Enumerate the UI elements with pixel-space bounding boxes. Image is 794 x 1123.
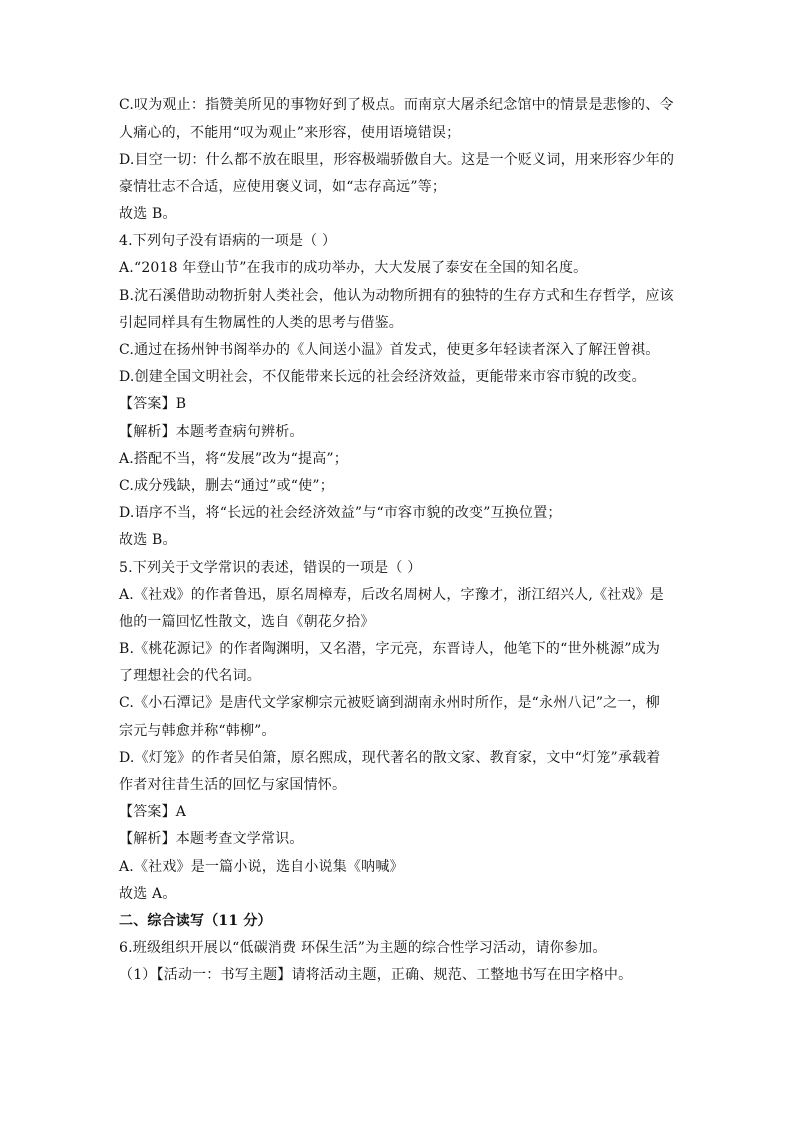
analysis-label: 【解析】本题考查病句辨析。 (119, 424, 304, 440)
analysis-label: 【解析】本题考查文学常识。 (119, 831, 304, 847)
text-line: 豪情壮志不合适，应使用褒义词，如“志存高远”等； (119, 179, 447, 195)
text-line: 人痛心的，不能用“叹为观止”来形容，使用语境错误； (119, 125, 461, 141)
answer-label: 【答案】A (119, 804, 187, 820)
option-b: B.《桃花源记》的作者陶渊明，又名潜，字元亮，东晋诗人，他笔下的“世外桃源”成为 (119, 641, 661, 657)
text-line: D.语序不当，将“长远的社会经济效益”与“市容市貌的改变”互换位置； (119, 505, 562, 521)
text-line: 故选 A。 (119, 886, 177, 902)
text-line: D.目空一切：什么都不放在眼里，形容极端骄傲自大。这是一个贬义词，用来形容少年的 (119, 152, 675, 168)
text-line: 作者对往昔生活的回忆与家国情怀。 (119, 777, 347, 793)
section-heading: 二、综合读写（11 分） (119, 913, 272, 929)
question-5-stem: 5.下列关于文学常识的表述，错误的一项是（ ） (119, 560, 422, 576)
answer-label: 【答案】B (119, 396, 187, 412)
text-line: 宗元与韩愈并称“韩柳”。 (119, 723, 276, 739)
option-a: A.《社戏》的作者鲁迅，原名周樟寿，后改名周树人，字豫才，浙江绍兴人,《社戏》是 (119, 587, 665, 603)
text-line: 了理想社会的代名词。 (119, 668, 261, 684)
text-line: 他的一篇回忆性散文，选自《朝花夕拾》 (119, 614, 375, 630)
text-line: 故选 B。 (119, 532, 177, 548)
text-line: C.叹为观止：指赞美所见的事物好到了极点。而南京大屠杀纪念馆中的情景是悲惨的、令 (119, 97, 674, 113)
text-line: C.成分残缺，删去“通过”或“使”； (119, 478, 334, 494)
option-c: C.通过在扬州钟书阁举办的《人间送小温》首发式，使更多年轻读者深入了解汪曾祺。 (119, 342, 660, 358)
question-6-stem: 6.班级组织开展以“低碳消费 环保生活”为主题的综合性学习活动，请你参加。 (119, 940, 607, 956)
option-d: D.创建全国文明社会，不仅能带来长远的社会经济效益，更能带来市容市貌的改变。 (119, 369, 646, 385)
text-line: 故选 B。 (119, 206, 177, 222)
option-c: C.《小石潭记》是唐代文学家柳宗元被贬谪到湖南永州时所作，是“永州八记”之一，柳 (119, 695, 660, 711)
activity-1-instruction: （1）【活动一：书写主题】请将活动主题，正确、规范、工整地书写在田字格中。 (119, 967, 633, 983)
option-d: D.《灯笼》的作者吴伯箫，原名熙成，现代著名的散文家、教育家，文中“灯笼”承载着 (119, 750, 661, 766)
text-line: A.搭配不当，将“发展”改为“提高”； (119, 451, 348, 467)
option-b: B.沈石溪借助动物折射人类社会，他认为动物所拥有的独特的生存方式和生存哲学，应该 (119, 288, 674, 304)
option-a: A.“2018 年登山节”在我市的成功举办，大大发展了泰安在全国的知名度。 (119, 260, 588, 276)
question-4-stem: 4.下列句子没有语病的一项是（ ） (119, 233, 337, 249)
text-line: A.《社戏》是一篇小说，选自小说集《呐喊》 (119, 859, 404, 875)
text-line: 引起同样具有生物属性的人类的思考与借鉴。 (119, 315, 403, 331)
